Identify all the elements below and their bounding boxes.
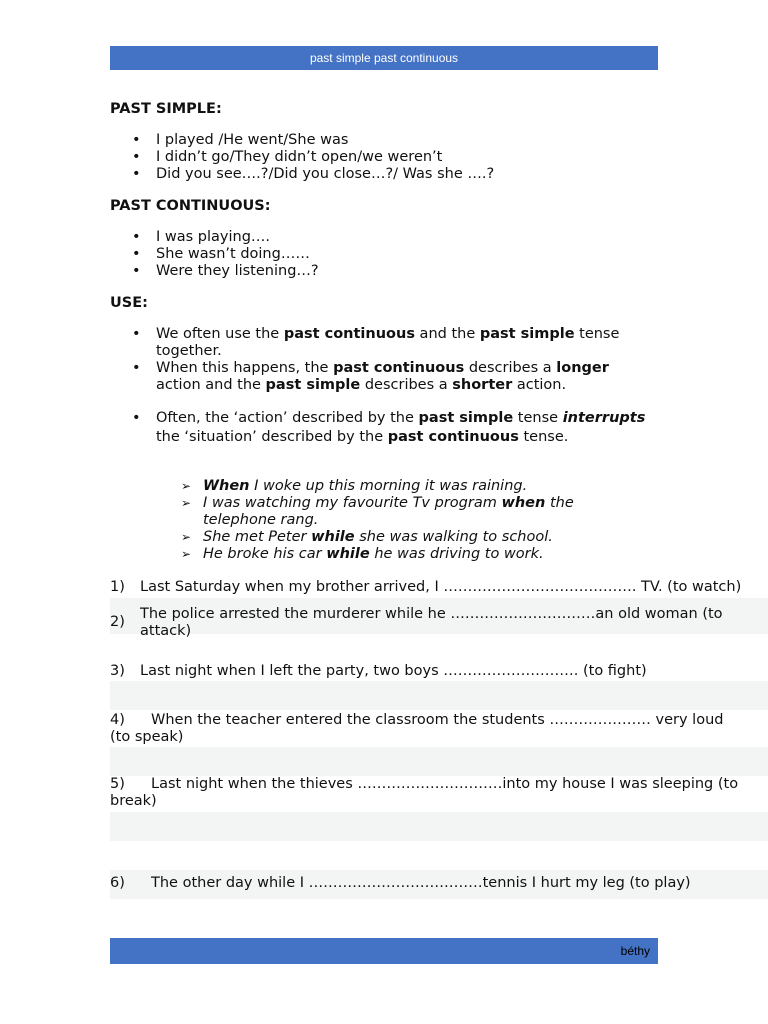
use-point-2: • When this happens, the past continuous describes a longer action and the past simple describes a shorter action.: [110, 360, 658, 394]
past-simple-list: [110, 132, 658, 183]
list-item: • She wasn’t doing……: [110, 246, 658, 263]
exercise-5: 5) Last night when the thieves …………………………into my house I was sleeping (to break): [110, 776, 739, 809]
example-4: ➢ He broke his car while he was driving to work.: [181, 546, 621, 563]
past-simple-heading: PAST SIMPLE:: [110, 101, 222, 117]
exercise-2: 2) The police arrested the murderer while he …………………………an old woman (to attack): [110, 606, 723, 639]
header-bar: [110, 46, 658, 70]
shade-band: [110, 747, 768, 776]
footer-bar: [110, 938, 658, 964]
exercise-6: 6) The other day while I ………………………………tennis I hurt my leg (to play): [110, 875, 691, 891]
list-item: • I didn’t go/They didn’t open/we weren’t: [110, 149, 658, 166]
example-2: ➢ I was watching my favourite Tv program when the telephone rang.: [181, 495, 621, 529]
examples-list: [181, 478, 621, 563]
list-item: • I played /He went/She was: [110, 132, 658, 149]
footer-author: béthy: [620, 944, 650, 958]
document-title: past simple past continuous: [309, 51, 459, 65]
example-3: ➢ She met Peter while she was walking to school.: [181, 529, 621, 546]
past-continuous-heading: PAST CONTINUOUS:: [110, 198, 271, 214]
list-item: • Did you see….?/Did you close…?/ Was she ….?: [110, 166, 658, 183]
use-list-2: [110, 409, 658, 446]
list-item: • I was playing….: [110, 229, 658, 246]
use-list: [110, 326, 658, 394]
use-heading: USE:: [110, 295, 148, 311]
use-point-1: • We often use the past continuous and the past simple tense together.: [110, 326, 658, 360]
exercise-1: 1) Last Saturday when my brother arrived, I …………………………………. TV. (to watch): [110, 579, 742, 595]
list-item: • Were they listening…?: [110, 263, 658, 280]
exercise-4: 4) When the teacher entered the classroom the students ………………… very loud (to speak): [110, 712, 724, 745]
shade-band: [110, 681, 768, 710]
exercise-3: 3) Last night when I left the party, two boys ………………………. (to fight): [110, 663, 647, 679]
past-continuous-list: [110, 229, 658, 280]
use-point-3: • Often, the ‘action’ described by the past simple tense interrupts the ‘situation’ described by the past continuous tense.: [110, 409, 658, 446]
example-1: ➢ When I woke up this morning it was raining.: [181, 478, 621, 495]
shade-band: [110, 812, 768, 841]
